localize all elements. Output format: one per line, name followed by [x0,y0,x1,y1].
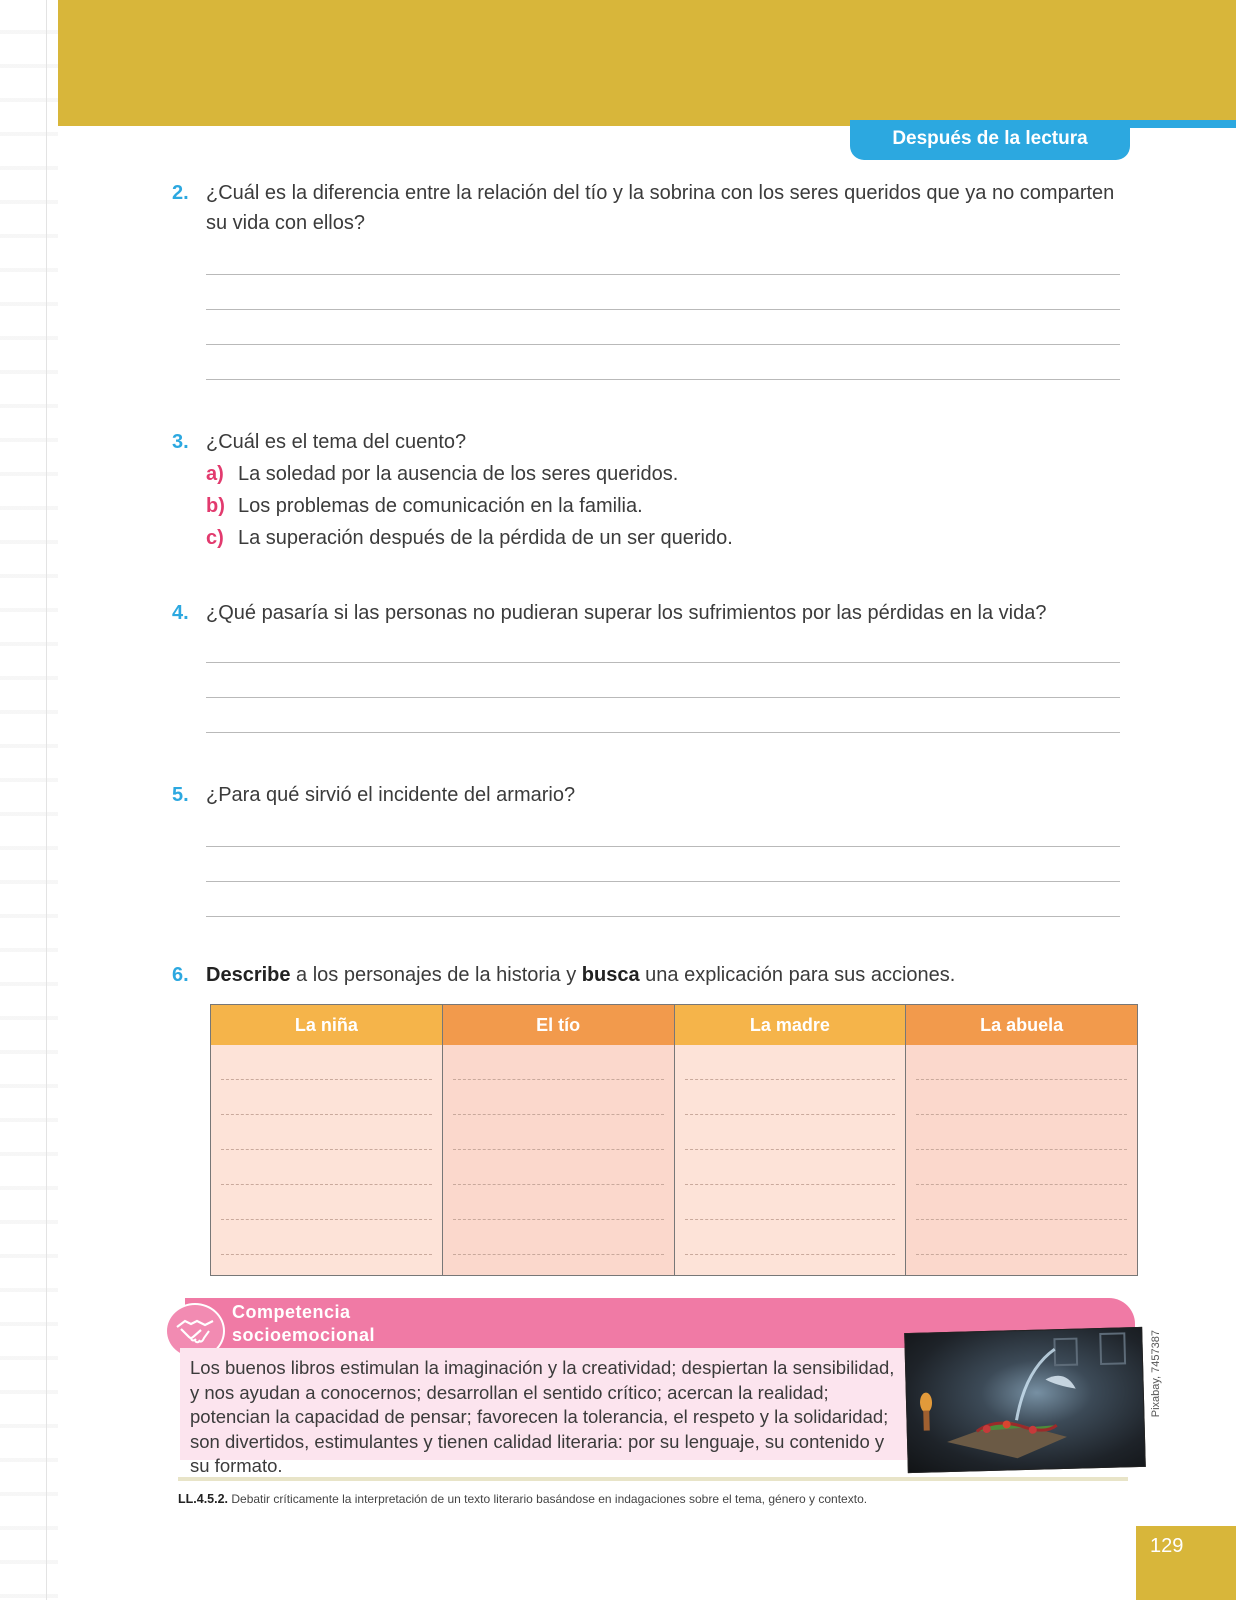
cell-line [916,1045,1127,1080]
question-number: 2. [172,182,189,204]
answer-line[interactable] [206,275,1120,310]
column-el-tio [443,1005,675,1275]
option-a[interactable] [206,459,678,489]
question-6 [172,960,1132,990]
cell-line [916,1150,1127,1185]
option-text: Los problemas de comunicación en la familia. [238,495,643,517]
cell-line [221,1150,432,1185]
cell-line [685,1045,896,1080]
header-band [58,0,1236,126]
question-3 [172,427,1132,457]
cell-line [221,1185,432,1220]
competencia-title [232,1301,375,1347]
cell-line [453,1150,664,1185]
answer-line[interactable] [206,240,1120,275]
option-text: La superación después de la pérdida de un ser querido. [238,527,733,549]
question-number: 6. [172,964,189,986]
cell-line [916,1080,1127,1115]
column-header: La niña [211,1005,442,1045]
footer-rule [178,1477,1128,1481]
curriculum-footnote [178,1492,867,1506]
column-header: El tío [443,1005,674,1045]
cell-line [453,1045,664,1080]
question-text: ¿Para qué sirvió el incidente del armario? [206,784,576,806]
characters-table [210,1004,1138,1276]
cell-line [685,1185,896,1220]
answer-lines-q5 [206,812,1120,917]
cell-line [221,1115,432,1150]
column-answer-area[interactable] [906,1045,1137,1275]
competencia-title-line1: Competencia [232,1302,351,1322]
question-number: 4. [172,602,189,624]
header-accent-bar [1130,120,1236,128]
option-letter: c) [206,527,224,549]
photo-credit: Pixabay, 7457387 [1150,1330,1162,1418]
column-answer-area[interactable] [443,1045,674,1275]
cell-line [685,1115,896,1150]
question-text-end: una explicación para sus acciones. [639,964,956,986]
skill-description: Debatir críticamente la interpretación de un texto literario basándose en indagaciones sobre el tema, género y contexto. [228,1492,868,1506]
question-2 [172,178,1132,242]
column-la-abuela [906,1005,1137,1275]
cell-line [453,1185,664,1220]
option-letter: b) [206,495,225,517]
competencia-text: Los buenos libros estimulan la imaginación y la creatividad; despiertan la sensibilidad, y nos ayudan a conocernos; desarrollan el sentido crítico; acercan la realidad; potencian la capacidad de pensar; favorecen la tolerancia, el respeto y la solidaridad; son divertidos, estimulantes y tienen calidad literaria: por su lenguaje, su contenido y su formato. [180,1348,910,1460]
cell-line [685,1080,896,1115]
answer-line[interactable] [206,882,1120,917]
answer-line[interactable] [206,847,1120,882]
option-letter: a) [206,463,224,485]
column-la-nina [211,1005,443,1275]
question-number: 5. [172,784,189,806]
answer-lines-q2 [206,240,1120,380]
option-text: La soledad por la ausencia de los seres queridos. [238,463,679,485]
question-4 [172,598,1132,628]
section-tab: Después de la lectura [850,120,1130,160]
competencia-title-line2: socioemocional [232,1325,376,1345]
page-number: 129 [1136,1526,1236,1600]
column-la-madre [675,1005,907,1275]
answer-line[interactable] [206,812,1120,847]
column-header: La madre [675,1005,906,1045]
question-5 [172,780,1132,810]
binding-line [46,0,47,1600]
skill-code: LL.4.5.2. [178,1492,229,1506]
answer-line[interactable] [206,698,1120,733]
question-text: ¿Cuál es la diferencia entre la relación del tío y la sobrina con los seres queridos que ya no comparten su vida con ellos? [206,182,1115,234]
cell-line [685,1150,896,1185]
cell-line [916,1115,1127,1150]
column-answer-area[interactable] [211,1045,442,1275]
answer-line[interactable] [206,310,1120,345]
binding-edge [0,0,58,1600]
book-magic-photo [904,1327,1146,1473]
cell-line [221,1080,432,1115]
column-header: La abuela [906,1005,1137,1045]
cell-line [453,1220,664,1255]
answer-line[interactable] [206,345,1120,380]
answer-line[interactable] [206,663,1120,698]
instruction-verb-describe: Describe [206,964,291,986]
option-b[interactable] [206,491,643,521]
answer-line[interactable] [206,628,1120,663]
cell-line [453,1080,664,1115]
question-text: ¿Cuál es el tema del cuento? [206,431,467,453]
cell-line [453,1115,664,1150]
question-text-mid: a los personajes de la historia y [290,964,582,986]
answer-lines-q4 [206,628,1120,733]
cell-line [221,1045,432,1080]
instruction-verb-search: busca [581,964,640,986]
cell-line [685,1220,896,1255]
cell-line [916,1185,1127,1220]
column-answer-area[interactable] [675,1045,906,1275]
question-number: 3. [172,431,189,453]
cell-line [221,1220,432,1255]
option-c[interactable] [206,523,733,553]
cell-line [916,1220,1127,1255]
question-text: ¿Qué pasaría si las personas no pudieran superar los sufrimientos por las pérdidas en la vida? [206,602,1047,624]
